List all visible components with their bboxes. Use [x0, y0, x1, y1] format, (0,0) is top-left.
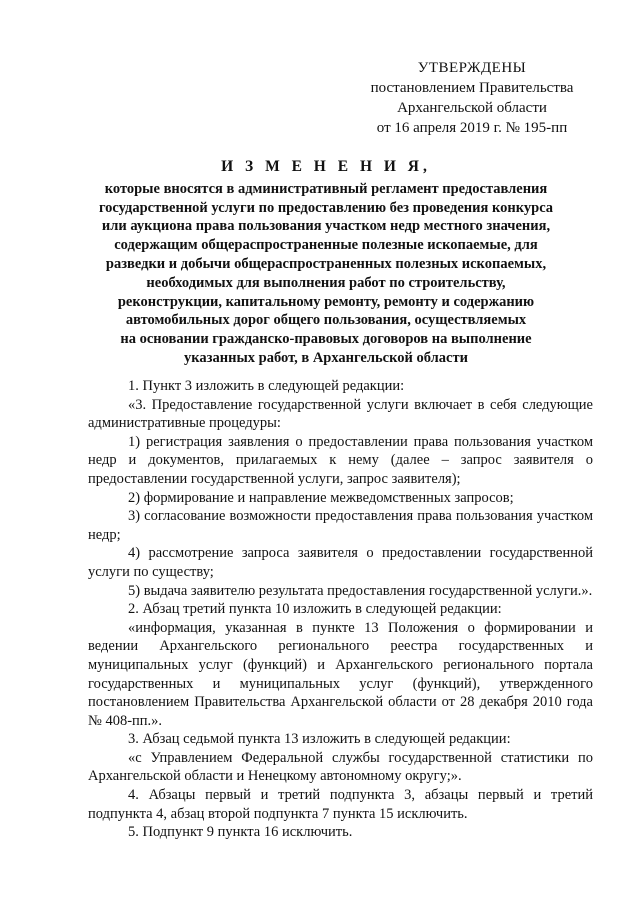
- paragraph-item-1: 1. Пункт 3 изложить в следующей редакции:: [128, 378, 405, 394]
- paragraph-quote-3: «3. Предоставление государственной услуги включает в себя следующие административные процедуры:: [88, 396, 593, 432]
- paragraph-procedure-2: 2) формирование и направление межведомственных запросов;: [128, 489, 514, 506]
- approval-region: Архангельской области: [397, 100, 547, 116]
- title-line: содержащим общераспространенные полезные ископаемые, для: [114, 237, 538, 254]
- title-line: разведки и добычи общераспространенных полезных ископаемых,: [105, 255, 547, 272]
- paragraph-item-5: 5. Подпункт 9 пункта 16 исключить.: [128, 824, 353, 841]
- paragraph-item-4: 4. Абзацы первый и третий подпункта 3, абзацы первый и третий подпункта 4, абзац второй подпункта 7 пункта 15 исключить.: [88, 787, 593, 822]
- paragraph-procedure-1: 1) регистрация заявления о предоставлении права пользования участком недр и документов, прилагаемых к нему (далее – запрос заявителя о предоставлении государственной услуги, запрос заявителя);: [88, 433, 593, 487]
- title-line: на основании гражданско-правовых договоров на выполнение: [120, 331, 532, 348]
- title-line: реконструкции, капитальному ремонту, ремонту и содержанию: [117, 293, 535, 310]
- title-line: автомобильных дорог общего пользования, осуществляемых: [125, 312, 527, 329]
- document-body: [88, 377, 593, 842]
- document-title: [70, 158, 582, 368]
- approval-date-number: от 16 апреля 2019 г. № 195-пп: [376, 120, 568, 136]
- title-line: государственной услуги по предоставлению без проведения конкурса: [98, 199, 554, 216]
- paragraph-item-3: 3. Абзац седьмой пункта 13 изложить в следующей редакции:: [128, 731, 511, 748]
- title-line: необходимых для выполнения работ по строительству,: [146, 274, 506, 291]
- paragraph-item-2: 2. Абзац третий пункта 10 изложить в следующей редакции:: [128, 601, 502, 618]
- approval-block: [352, 58, 592, 138]
- approval-issuer: постановлением Правительства: [370, 80, 574, 96]
- title-heading: И З М Е Н Е Н И Я,: [221, 158, 431, 175]
- paragraph-quote-statistics: «с Управлением Федеральной службы государственной статистики по Архангельской области и Ненецкому автономному округу;».: [88, 749, 593, 785]
- paragraph-procedure-3: 3) согласование возможности предоставления права пользования участком недр;: [88, 508, 593, 543]
- approval-heading: УТВЕРЖДЕНЫ: [417, 60, 527, 76]
- paragraph-procedure-4: 4) рассмотрение запроса заявителя о предоставлении государственной услуги по существу;: [88, 545, 593, 580]
- title-line: указанных работ, в Архангельской области: [184, 349, 468, 366]
- paragraph-procedure-5: 5) выдача заявителю результата предоставления государственной услуги.».: [128, 582, 593, 599]
- title-line: которые вносятся в административный регламент предоставления: [104, 180, 548, 197]
- title-line: или аукциона права пользования участком недр местного значения,: [101, 218, 551, 235]
- paragraph-quote-info: «информация, указанная в пункте 13 Положения о формировании и ведении Архангельского регионального реестра государственных и муниципальных услуг (функций) и Архангельского регионального портала государственных и муниципальных услуг (функций), утвержденного постановлением Правительства Архангельской области от 28 декабря 2010 года № 408-пп.».: [88, 619, 593, 729]
